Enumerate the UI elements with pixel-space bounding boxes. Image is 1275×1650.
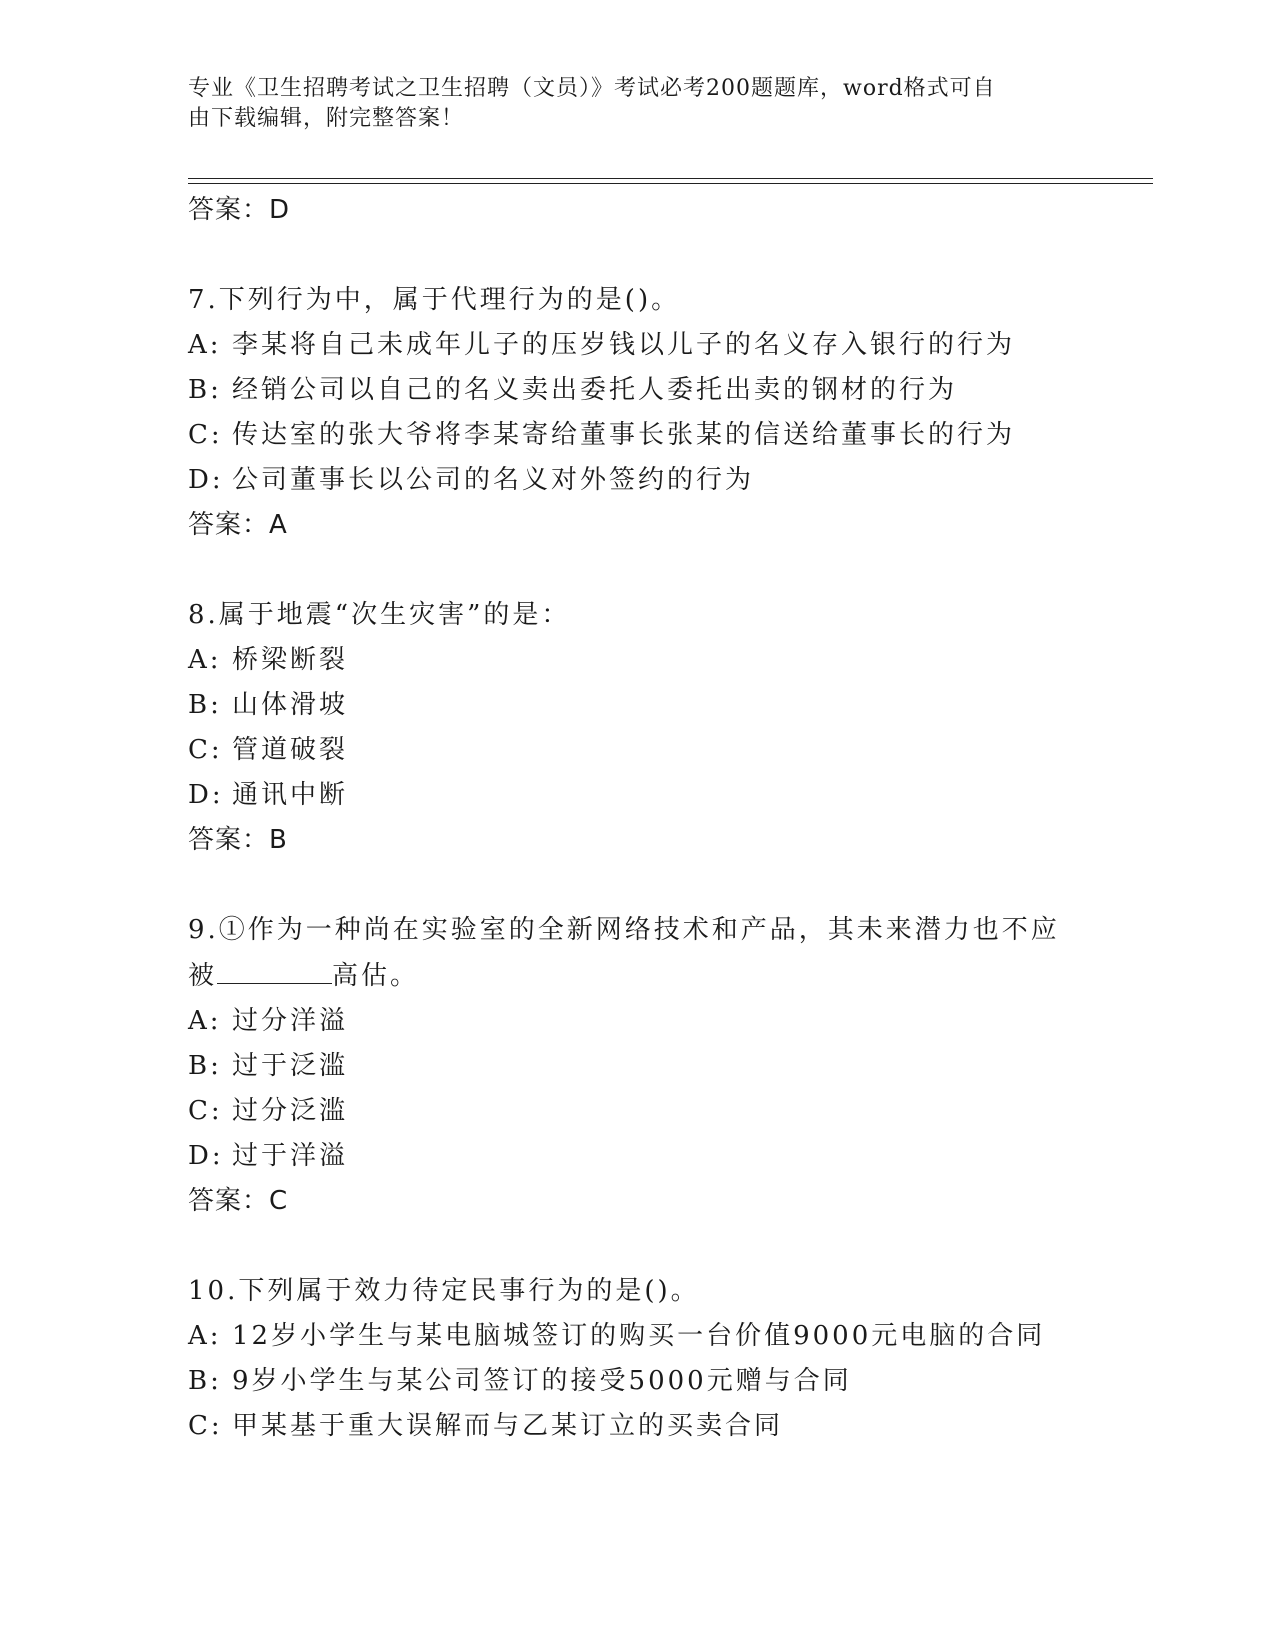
option-d [188, 458, 1138, 503]
option-letter: B: [188, 375, 222, 405]
option-text: 过分洋溢 [232, 1006, 349, 1036]
option-a [188, 999, 1138, 1044]
answer-q7: 答案：A [188, 510, 288, 540]
option-text: 甲某基于重大误解而与乙某订立的买卖合同 [232, 1411, 784, 1441]
option-text: 李某将自己未成年儿子的压岁钱以儿子的名义存入银行的行为 [232, 330, 1016, 360]
question-9 [188, 908, 1138, 1224]
option-text: 过于洋溢 [232, 1141, 349, 1171]
answer-q8: 答案：B [188, 825, 288, 855]
option-text: 过分泛滥 [232, 1096, 349, 1126]
option-a [188, 1314, 1138, 1359]
option-letter: B: [188, 1051, 222, 1081]
option-letter: C: [188, 1411, 223, 1441]
question-7 [188, 278, 1138, 548]
option-text: 公司董事长以公司的名义对外签约的行为 [232, 465, 755, 495]
question-10 [188, 1269, 1138, 1449]
option-text: 12岁小学生与某电脑城签订的购买一台价值9000元电脑的合同 [232, 1321, 1046, 1351]
option-letter: B: [188, 1366, 222, 1396]
question-text: 7.下列行为中，属于代理行为的是()。 [188, 285, 681, 315]
option-c [188, 413, 1138, 458]
option-d [188, 773, 1138, 818]
option-letter: A: [188, 1321, 222, 1351]
question-text-line-1: 9.①作为一种尚在实验室的全新网络技术和产品，其未来潜力也不应 [188, 915, 1060, 945]
question-text: 10.下列属于效力待定民事行为的是()。 [188, 1276, 700, 1306]
question-text-after-blank: 高估。 [332, 961, 420, 991]
question-text: 8.属于地震“次生灾害”的是： [188, 600, 571, 630]
header-divider-top [188, 178, 1153, 179]
option-letter: D: [188, 780, 224, 810]
option-letter: A: [188, 645, 222, 675]
option-b [188, 1044, 1138, 1089]
option-d [188, 1134, 1138, 1179]
header-divider-bottom [188, 183, 1153, 184]
option-letter: A: [188, 330, 222, 360]
option-text: 管道破裂 [232, 735, 349, 765]
question-text-before-blank: 被 [188, 961, 218, 991]
question-text-line-2 [188, 953, 1138, 999]
option-c [188, 1089, 1138, 1134]
option-letter: B: [188, 690, 222, 720]
header-line-2: 由下载编辑，附完整答案！ [188, 106, 465, 131]
option-b [188, 683, 1138, 728]
option-b [188, 368, 1138, 413]
option-letter: C: [188, 420, 223, 450]
option-text: 通讯中断 [232, 780, 349, 810]
option-letter: A: [188, 1006, 222, 1036]
option-text: 9岁小学生与某公司签订的接受5000元赠与合同 [232, 1366, 852, 1396]
option-letter: C: [188, 735, 223, 765]
option-a [188, 638, 1138, 683]
document-header [188, 74, 1068, 134]
option-letter: D: [188, 1141, 224, 1171]
option-text: 山体滑坡 [232, 690, 349, 720]
option-c [188, 728, 1138, 773]
answer-previous: 答案：D [188, 195, 291, 225]
option-letter: C: [188, 1096, 223, 1126]
header-line-1: 专业《卫生招聘考试之卫生招聘（文员）》考试必考200题题库，word格式可自 [188, 76, 996, 101]
option-b [188, 1359, 1138, 1404]
option-letter: D: [188, 465, 224, 495]
option-text: 桥梁断裂 [232, 645, 349, 675]
fill-in-blank [217, 953, 332, 984]
answer-q9: 答案：C [188, 1186, 289, 1216]
option-c [188, 1404, 1138, 1449]
option-text: 经销公司以自己的名义卖出委托人委托出卖的钢材的行为 [232, 375, 958, 405]
option-text: 传达室的张大爷将李某寄给董事长张某的信送给董事长的行为 [232, 420, 1016, 450]
document-body [188, 188, 1138, 1449]
option-a [188, 323, 1138, 368]
option-text: 过于泛滥 [232, 1051, 349, 1081]
question-8 [188, 593, 1138, 863]
